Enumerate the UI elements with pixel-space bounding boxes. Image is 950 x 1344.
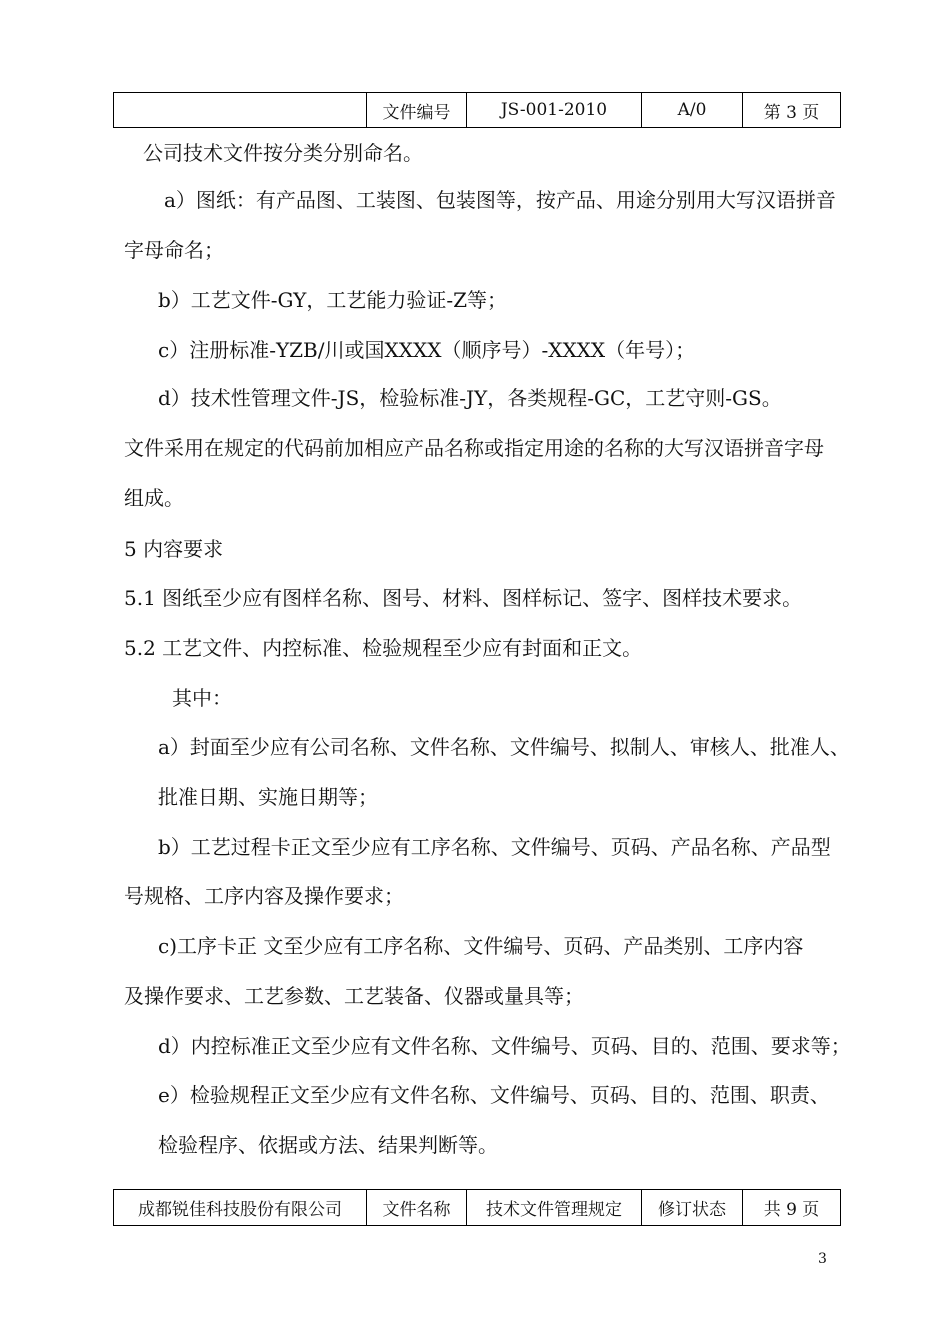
paragraph-line: b）工艺文件-GY，工艺能力验证-Z等；: [158, 288, 508, 312]
paragraph-line: a）图纸：有产品图、工装图、包装图等，按产品、用途分别用大写汉语拼音: [164, 188, 836, 212]
section-heading: 5 内容要求: [124, 537, 224, 561]
paragraph-line: 批准日期、实施日期等；: [158, 785, 378, 809]
header-version: A/0: [642, 93, 743, 128]
header-doc-no-label: 文件编号: [367, 93, 467, 128]
paragraph-line: 字母命名；: [124, 238, 224, 262]
paragraph-line: b）工艺过程卡正文至少应有工序名称、文件编号、页码、产品名称、产品型: [158, 835, 831, 859]
footer-table: [113, 1189, 841, 1226]
paragraph-line: c)工序卡正 文至少应有工序名称、文件编号、页码、产品类别、工序内容: [158, 934, 804, 958]
footer-total-pages: 共 9 页: [743, 1190, 841, 1226]
paragraph-line: 其中：: [172, 686, 232, 710]
paragraph-line: e）检验规程正文至少应有文件名称、文件编号、页码、目的、范围、职责、: [158, 1083, 830, 1107]
paragraph-line: 5.1 图纸至少应有图样名称、图号、材料、图样标记、签字、图样技术要求。: [124, 586, 803, 610]
header-table: [113, 92, 841, 128]
paragraph-line: 及操作要求、工艺参数、工艺装备、仪器或量具等；: [124, 984, 584, 1008]
header-doc-no: JS-001-2010: [467, 93, 642, 128]
paragraph-line: 公司技术文件按分类分别命名。: [143, 141, 423, 165]
paragraph-line: c）注册标准-YZB/川或国XXXX（顺序号）-XXXX（年号）；: [158, 338, 696, 362]
paragraph-line: 号规格、工序内容及操作要求；: [124, 884, 404, 908]
footer-company: 成都锐佳科技股份有限公司: [114, 1190, 367, 1226]
paragraph-line: 组成。: [124, 486, 184, 510]
footer-doc-name: 技术文件管理规定: [467, 1190, 642, 1226]
page-number: 3: [818, 1251, 827, 1267]
paragraph-line: 文件采用在规定的代码前加相应产品名称或指定用途的名称的大写汉语拼音字母: [124, 436, 824, 460]
header-blank-cell: [114, 93, 367, 128]
paragraph-line: d）技术性管理文件-JS，检验标准-JY，各类规程-GC，工艺守则-GS。: [158, 386, 782, 410]
header-page: 第 3 页: [743, 93, 841, 128]
paragraph-line: 5.2 工艺文件、内控标准、检验规程至少应有封面和正文。: [124, 636, 643, 660]
paragraph-line: 检验程序、依据或方法、结果判断等。: [158, 1133, 498, 1157]
footer-revision-label: 修订状态: [642, 1190, 743, 1226]
paragraph-line: a）封面至少应有公司名称、文件名称、文件编号、拟制人、审核人、批准人、: [158, 735, 850, 759]
footer-doc-name-label: 文件名称: [367, 1190, 467, 1226]
paragraph-line: d）内控标准正文至少应有文件名称、文件编号、页码、目的、范围、要求等；: [158, 1034, 851, 1058]
